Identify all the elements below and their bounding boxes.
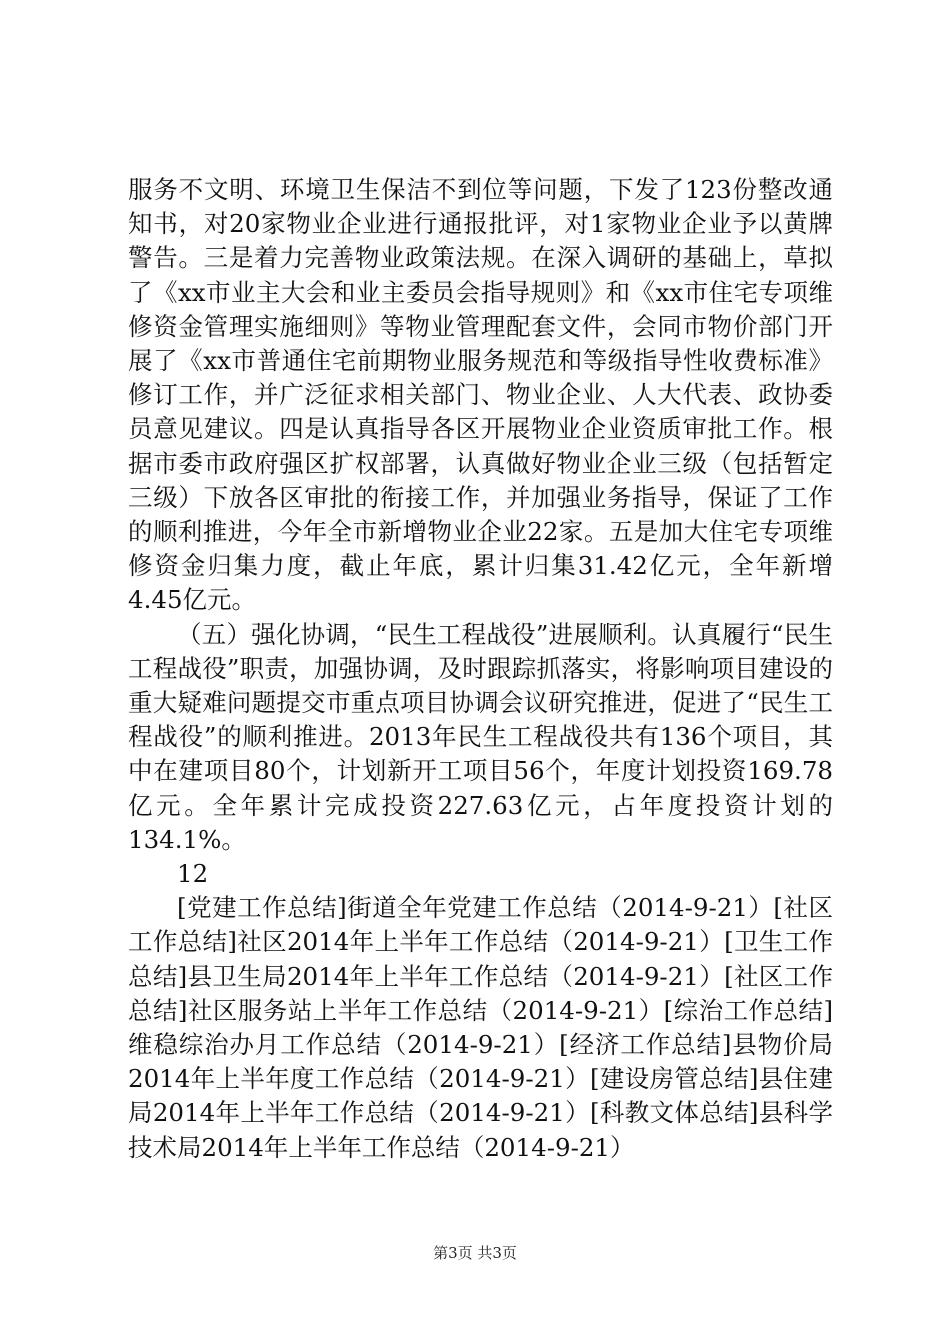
document-body bbox=[128, 173, 833, 1165]
paragraph-livelihood-project: （五）强化协调，“民生工程战役”进展顺利。认真履行“民生工程战役”职责，加强协调，及时跟踪抓落实，将影响项目建设的重大疑难问题提交市重点项目协调会议研究推进，促进了“民生工程战役”的顺利推进。2013年民生工程战役共有136个项目，其中在建项目80个，计划新开工项目56个，年度计划投资169.78亿元。全年累计完成投资227.63亿元，占年度投资计划的134.1%。 bbox=[128, 619, 833, 854]
paragraph-number: 12 bbox=[177, 859, 209, 889]
paragraph-property-management: 服务不文明、环境卫生保洁不到位等问题，下发了123份整改通知书，对20家物业企业进行通报批评，对1家物业企业予以黄牌警告。三是着力完善物业政策法规。在深入调研的基础上，草拟了《xx市业主大会和业主委员会指导规则》和《xx市住宅专项维修资金管理实施细则》等物业管理配套文件，会同市物价部门开展了《xx市普通住宅前期物业服务规范和等级指导性收费标准》修订工作，并广泛征求相关部门、物业企业、人大代表、政协委员意见建议。四是认真指导各区开展物业企业资质审批工作。根据市委市政府强区扩权部署，认真做好物业企业三级（包括暂定三级）下放各区审批的衔接工作，并加强业务指导，保证了工作的顺利推进，今年全市新增物业企业22家。五是加大住宅专项维修资金归集力度，截止年底，累计归集31.42亿元，全年新增4.45亿元。 bbox=[128, 175, 833, 615]
page-number-label: 第3页 共3页 bbox=[433, 1244, 517, 1262]
paragraph-related-links: [党建工作总结]街道全年党建工作总结（2014-9-21）[社区工作总结]社区2014年上半年工作总结（2014-9-21）[卫生工作总结]县卫生局2014年上半年工作总结（2014-9-21）[社区工作总结]社区服务站上半年工作总结（2014-9-21）[综治工作总结]维稳综治办月工作总结（2014-9-21）[经济工作总结]县物价局2014年上半年度工作总结（2014-9-21）[建设房管总结]县住建局2014年上半年工作总结（2014-9-21）[科教文体总结]县科学技术局2014年上半年工作总结（2014-9-21） bbox=[128, 893, 833, 1162]
page-footer bbox=[0, 1243, 950, 1263]
